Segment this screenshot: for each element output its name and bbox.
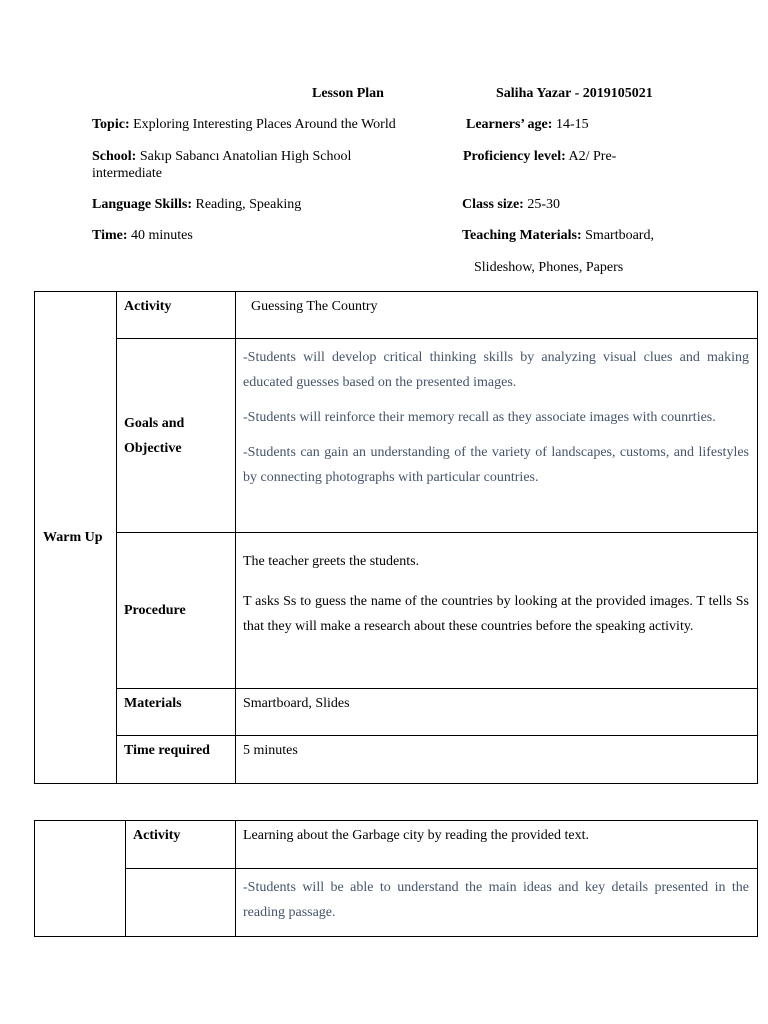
- activity-label: Activity: [126, 821, 236, 869]
- learners-age-field: Learners’ age: 14-15: [466, 117, 589, 132]
- goal-item: -Students can gain an understanding of the variety of landscapes, customs, and lifestyles by connecting photographs with particular countries.: [243, 445, 749, 485]
- class-size-field: Class size: 25-30: [462, 197, 560, 212]
- materials-value: Smartboard, Slides: [236, 689, 758, 736]
- goal-item: -Students will be able to understand the main ideas and key details presented in the reading passage.: [243, 880, 749, 920]
- goal-item: -Students will reinforce their memory recall as they associate images with counrties.: [243, 410, 716, 425]
- time-required-value: 5 minutes: [236, 736, 758, 784]
- time-field: Time: 40 minutes: [92, 228, 193, 243]
- time-required-label: Time required: [117, 736, 236, 784]
- procedure-step: The teacher greets the students.: [243, 554, 420, 569]
- materials-label: Materials: [117, 689, 236, 736]
- procedure-content: [236, 533, 758, 689]
- proficiency-level-field: Proficiency level: A2/ Pre-: [463, 149, 617, 164]
- school-field: School: Sakıp Sabancı Anatolian High School: [92, 149, 352, 164]
- goal-item: -Students will develop critical thinking skills by analyzing visual clues and making educated guesses based on the presented images.: [243, 350, 749, 390]
- reading-table: [34, 820, 758, 937]
- stage-label: Warm Up: [35, 292, 117, 784]
- school-field-continuation: intermediate: [92, 166, 162, 181]
- procedure-label: Procedure: [117, 533, 236, 689]
- goals-label-empty: [126, 869, 236, 937]
- goals-objectives: [236, 339, 758, 533]
- language-skills-field: Language Skills: Reading, Speaking: [92, 197, 302, 212]
- activity-value: Learning about the Garbage city by reading the provided text.: [236, 821, 758, 869]
- warmup-table: [34, 291, 758, 784]
- procedure-step: T asks Ss to guess the name of the countries by looking at the provided images. T tells Ss that they will make a research about these countries before the speaking activity.: [243, 594, 749, 634]
- goals-label: Goals and Objective: [117, 339, 236, 533]
- page-title: Lesson Plan: [312, 86, 384, 101]
- topic-field: Topic: Exploring Interesting Places Around the World: [92, 117, 396, 132]
- author-name: Saliha Yazar - 2019105021: [496, 86, 653, 101]
- teaching-materials-continuation: Slideshow, Phones, Papers: [474, 260, 624, 275]
- activity-value: Guessing The Country: [236, 292, 758, 339]
- activity-label: Activity: [117, 292, 236, 339]
- teaching-materials-field: Teaching Materials: Smartboard,: [462, 228, 654, 243]
- goals-objectives: [236, 869, 758, 937]
- stage-label-empty: [35, 821, 126, 937]
